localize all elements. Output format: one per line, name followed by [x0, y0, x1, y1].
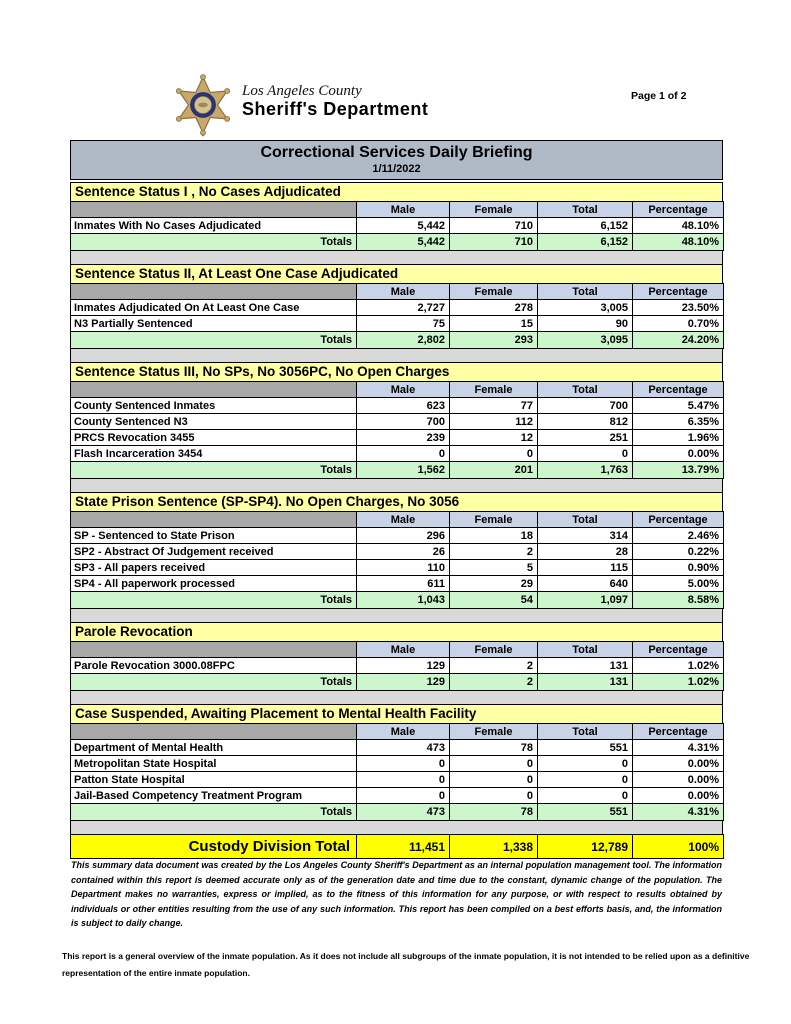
grand-total-female: 1,338 — [450, 835, 538, 859]
column-header-total: Total — [538, 284, 633, 300]
row-total: 0 — [538, 772, 633, 788]
row-total: 812 — [538, 414, 633, 430]
section-title-1: Sentence Status I , No Cases Adjudicated — [70, 182, 723, 201]
totals-label: Totals — [71, 234, 357, 251]
column-header-percentage: Percentage — [633, 202, 724, 218]
row-male: 700 — [357, 414, 450, 430]
row-percentage: 5.47% — [633, 398, 724, 414]
row-label: Department of Mental Health — [71, 740, 357, 756]
table-row — [71, 788, 724, 804]
column-header-row — [71, 724, 724, 740]
row-percentage: 0.00% — [633, 756, 724, 772]
row-male: 110 — [357, 560, 450, 576]
row-total: 90 — [538, 316, 633, 332]
row-male: 26 — [357, 544, 450, 560]
row-label: County Sentenced N3 — [71, 414, 357, 430]
row-female: 2 — [450, 544, 538, 560]
row-label: Patton State Hospital — [71, 772, 357, 788]
column-header-male: Male — [357, 642, 450, 658]
totals-female: 54 — [450, 592, 538, 609]
row-percentage: 0.70% — [633, 316, 724, 332]
row-percentage: 0.90% — [633, 560, 724, 576]
table-row — [71, 430, 724, 446]
section-table-3 — [70, 381, 724, 479]
row-male: 0 — [357, 772, 450, 788]
row-total: 314 — [538, 528, 633, 544]
department-logo — [172, 74, 428, 138]
column-header-row — [71, 512, 724, 528]
row-male: 0 — [357, 788, 450, 804]
row-male: 623 — [357, 398, 450, 414]
table-row — [71, 740, 724, 756]
column-header-percentage: Percentage — [633, 724, 724, 740]
report-title: Correctional Services Daily Briefing — [260, 144, 533, 161]
report-date: 1/11/2022 — [372, 163, 421, 175]
totals-percentage: 4.31% — [633, 804, 724, 821]
agency-department-label: Sheriff's Department — [242, 98, 429, 119]
report-sections — [70, 182, 723, 834]
row-percentage: 1.02% — [633, 658, 724, 674]
totals-row — [71, 332, 724, 349]
column-header-male: Male — [357, 202, 450, 218]
column-header-total: Total — [538, 512, 633, 528]
column-header-female: Female — [450, 642, 538, 658]
table-row — [71, 544, 724, 560]
row-female: 12 — [450, 430, 538, 446]
totals-total: 6,152 — [538, 234, 633, 251]
totals-row — [71, 674, 724, 691]
row-label: Flash Incarceration 3454 — [71, 446, 357, 462]
row-total: 551 — [538, 740, 633, 756]
row-total: 6,152 — [538, 218, 633, 234]
table-row — [71, 756, 724, 772]
column-header-male: Male — [357, 284, 450, 300]
row-label: SP3 - All papers received — [71, 560, 357, 576]
row-male: 5,442 — [357, 218, 450, 234]
column-header-blank-cell — [71, 202, 357, 218]
totals-male: 1,562 — [357, 462, 450, 479]
totals-percentage: 8.58% — [633, 592, 724, 609]
row-total: 0 — [538, 446, 633, 462]
row-label: Inmates Adjudicated On At Least One Case — [71, 300, 357, 316]
agency-county-label: Los Angeles County — [242, 83, 362, 99]
row-percentage: 0.00% — [633, 788, 724, 804]
row-label: SP4 - All paperwork processed — [71, 576, 357, 592]
totals-row — [71, 804, 724, 821]
row-female: 0 — [450, 772, 538, 788]
row-percentage: 1.96% — [633, 430, 724, 446]
totals-row — [71, 462, 724, 479]
grand-total-percentage: 100% — [633, 835, 724, 859]
row-total: 3,005 — [538, 300, 633, 316]
totals-female: 201 — [450, 462, 538, 479]
table-row — [71, 316, 724, 332]
grand-total-male: 11,451 — [357, 835, 450, 859]
column-header-blank-cell — [71, 382, 357, 398]
totals-label: Totals — [71, 462, 357, 479]
row-label: N3 Partially Sentenced — [71, 316, 357, 332]
row-total: 700 — [538, 398, 633, 414]
row-total: 0 — [538, 788, 633, 804]
row-label: PRCS Revocation 3455 — [71, 430, 357, 446]
totals-female: 293 — [450, 332, 538, 349]
section-table-6 — [70, 723, 724, 821]
custody-division-total-row — [71, 835, 724, 859]
row-male: 473 — [357, 740, 450, 756]
sheriff-star-icon — [172, 74, 234, 138]
table-row — [71, 560, 724, 576]
row-female: 710 — [450, 218, 538, 234]
report-disclaimer: This summary data document was created by the Los Angeles County Sheriff's Department as an internal population management tool. The information contained within this report is deemed accurate only as of the generation date and time due to the constant, dynamic change of the population. The Department makes no warranties, express or implied, as to the fitness of this information for any purpose, or with respect to results obtained by individuals or other entities resulting from the use of any such information. This report has been compiled on a best efforts basis, and, the information is subject to daily change. — [71, 860, 722, 928]
row-percentage: 0.22% — [633, 544, 724, 560]
row-female: 112 — [450, 414, 538, 430]
table-row — [71, 772, 724, 788]
column-header-male: Male — [357, 724, 450, 740]
row-label: County Sentenced Inmates — [71, 398, 357, 414]
totals-male: 2,802 — [357, 332, 450, 349]
row-male: 129 — [357, 658, 450, 674]
row-male: 239 — [357, 430, 450, 446]
row-male: 296 — [357, 528, 450, 544]
column-header-percentage: Percentage — [633, 382, 724, 398]
column-header-blank-cell — [71, 642, 357, 658]
totals-label: Totals — [71, 592, 357, 609]
totals-male: 1,043 — [357, 592, 450, 609]
row-female: 2 — [450, 658, 538, 674]
totals-row — [71, 592, 724, 609]
row-total: 131 — [538, 658, 633, 674]
row-percentage: 5.00% — [633, 576, 724, 592]
row-female: 15 — [450, 316, 538, 332]
column-header-percentage: Percentage — [633, 284, 724, 300]
column-header-blank-cell — [71, 284, 357, 300]
row-label: SP - Sentenced to State Prison — [71, 528, 357, 544]
totals-label: Totals — [71, 804, 357, 821]
row-female: 78 — [450, 740, 538, 756]
row-female: 5 — [450, 560, 538, 576]
grand-total-total: 12,789 — [538, 835, 633, 859]
row-percentage: 0.00% — [633, 446, 724, 462]
section-spacer — [70, 349, 723, 362]
row-female: 77 — [450, 398, 538, 414]
table-row — [71, 446, 724, 462]
totals-total: 131 — [538, 674, 633, 691]
table-row — [71, 218, 724, 234]
table-row — [71, 414, 724, 430]
row-male: 75 — [357, 316, 450, 332]
section-spacer — [70, 251, 723, 264]
totals-male: 5,442 — [357, 234, 450, 251]
table-row — [71, 300, 724, 316]
row-male: 611 — [357, 576, 450, 592]
report-scope-note: This report is a general overview of the inmate population. As it does not include all subgroups of the inmate population, it is not intended to be relied upon as a definitive representation of the entire inmate population. — [62, 951, 750, 978]
totals-percentage: 48.10% — [633, 234, 724, 251]
column-header-blank-cell — [71, 512, 357, 528]
column-header-total: Total — [538, 724, 633, 740]
section-table-4 — [70, 511, 724, 609]
table-row — [71, 398, 724, 414]
row-label: Parole Revocation 3000.08FPC — [71, 658, 357, 674]
totals-male: 473 — [357, 804, 450, 821]
row-total: 28 — [538, 544, 633, 560]
column-header-row — [71, 284, 724, 300]
row-percentage: 6.35% — [633, 414, 724, 430]
totals-row — [71, 234, 724, 251]
section-table-2 — [70, 283, 724, 349]
column-header-total: Total — [538, 382, 633, 398]
column-header-female: Female — [450, 202, 538, 218]
row-total: 0 — [538, 756, 633, 772]
column-header-male: Male — [357, 382, 450, 398]
column-header-row — [71, 202, 724, 218]
row-female: 0 — [450, 756, 538, 772]
row-male: 2,727 — [357, 300, 450, 316]
section-title-4: State Prison Sentence (SP-SP4). No Open Charges, No 3056 — [70, 492, 723, 511]
row-total: 640 — [538, 576, 633, 592]
report-title-bar — [70, 140, 723, 180]
column-header-female: Female — [450, 382, 538, 398]
totals-female: 78 — [450, 804, 538, 821]
column-header-female: Female — [450, 724, 538, 740]
row-label: Metropolitan State Hospital — [71, 756, 357, 772]
section-table-1 — [70, 201, 724, 251]
daily-briefing-report — [70, 140, 723, 859]
row-female: 29 — [450, 576, 538, 592]
row-percentage: 23.50% — [633, 300, 724, 316]
section-title-5: Parole Revocation — [70, 622, 723, 641]
section-spacer — [70, 609, 723, 622]
totals-total: 1,097 — [538, 592, 633, 609]
section-spacer — [70, 691, 723, 704]
column-header-total: Total — [538, 202, 633, 218]
totals-label: Totals — [71, 332, 357, 349]
row-male: 0 — [357, 756, 450, 772]
totals-percentage: 1.02% — [633, 674, 724, 691]
column-header-percentage: Percentage — [633, 642, 724, 658]
row-label: SP2 - Abstract Of Judgement received — [71, 544, 357, 560]
totals-percentage: 13.79% — [633, 462, 724, 479]
row-female: 0 — [450, 446, 538, 462]
column-header-percentage: Percentage — [633, 512, 724, 528]
column-header-row — [71, 642, 724, 658]
row-percentage: 48.10% — [633, 218, 724, 234]
section-title-6: Case Suspended, Awaiting Placement to Mental Health Facility — [70, 704, 723, 723]
column-header-row — [71, 382, 724, 398]
table-row — [71, 658, 724, 674]
row-percentage: 0.00% — [633, 772, 724, 788]
row-female: 18 — [450, 528, 538, 544]
row-total: 251 — [538, 430, 633, 446]
section-spacer — [70, 479, 723, 492]
row-female: 0 — [450, 788, 538, 804]
totals-male: 129 — [357, 674, 450, 691]
section-spacer — [70, 821, 723, 834]
totals-percentage: 24.20% — [633, 332, 724, 349]
row-male: 0 — [357, 446, 450, 462]
totals-female: 2 — [450, 674, 538, 691]
column-header-total: Total — [538, 642, 633, 658]
column-header-male: Male — [357, 512, 450, 528]
row-percentage: 2.46% — [633, 528, 724, 544]
column-header-female: Female — [450, 284, 538, 300]
row-percentage: 4.31% — [633, 740, 724, 756]
totals-total: 1,763 — [538, 462, 633, 479]
row-label: Inmates With No Cases Adjudicated — [71, 218, 357, 234]
totals-total: 551 — [538, 804, 633, 821]
totals-label: Totals — [71, 674, 357, 691]
section-title-3: Sentence Status III, No SPs, No 3056PC, No Open Charges — [70, 362, 723, 381]
custody-division-total-table — [70, 834, 724, 859]
column-header-blank-cell — [71, 724, 357, 740]
totals-female: 710 — [450, 234, 538, 251]
row-female: 278 — [450, 300, 538, 316]
totals-total: 3,095 — [538, 332, 633, 349]
table-row — [71, 576, 724, 592]
column-header-female: Female — [450, 512, 538, 528]
grand-total-label: Custody Division Total — [71, 835, 357, 859]
table-row — [71, 528, 724, 544]
row-label: Jail-Based Competency Treatment Program — [71, 788, 357, 804]
page-number: Page 1 of 2 — [631, 90, 687, 102]
row-total: 115 — [538, 560, 633, 576]
section-title-2: Sentence Status II, At Least One Case Adjudicated — [70, 264, 723, 283]
section-table-5 — [70, 641, 724, 691]
